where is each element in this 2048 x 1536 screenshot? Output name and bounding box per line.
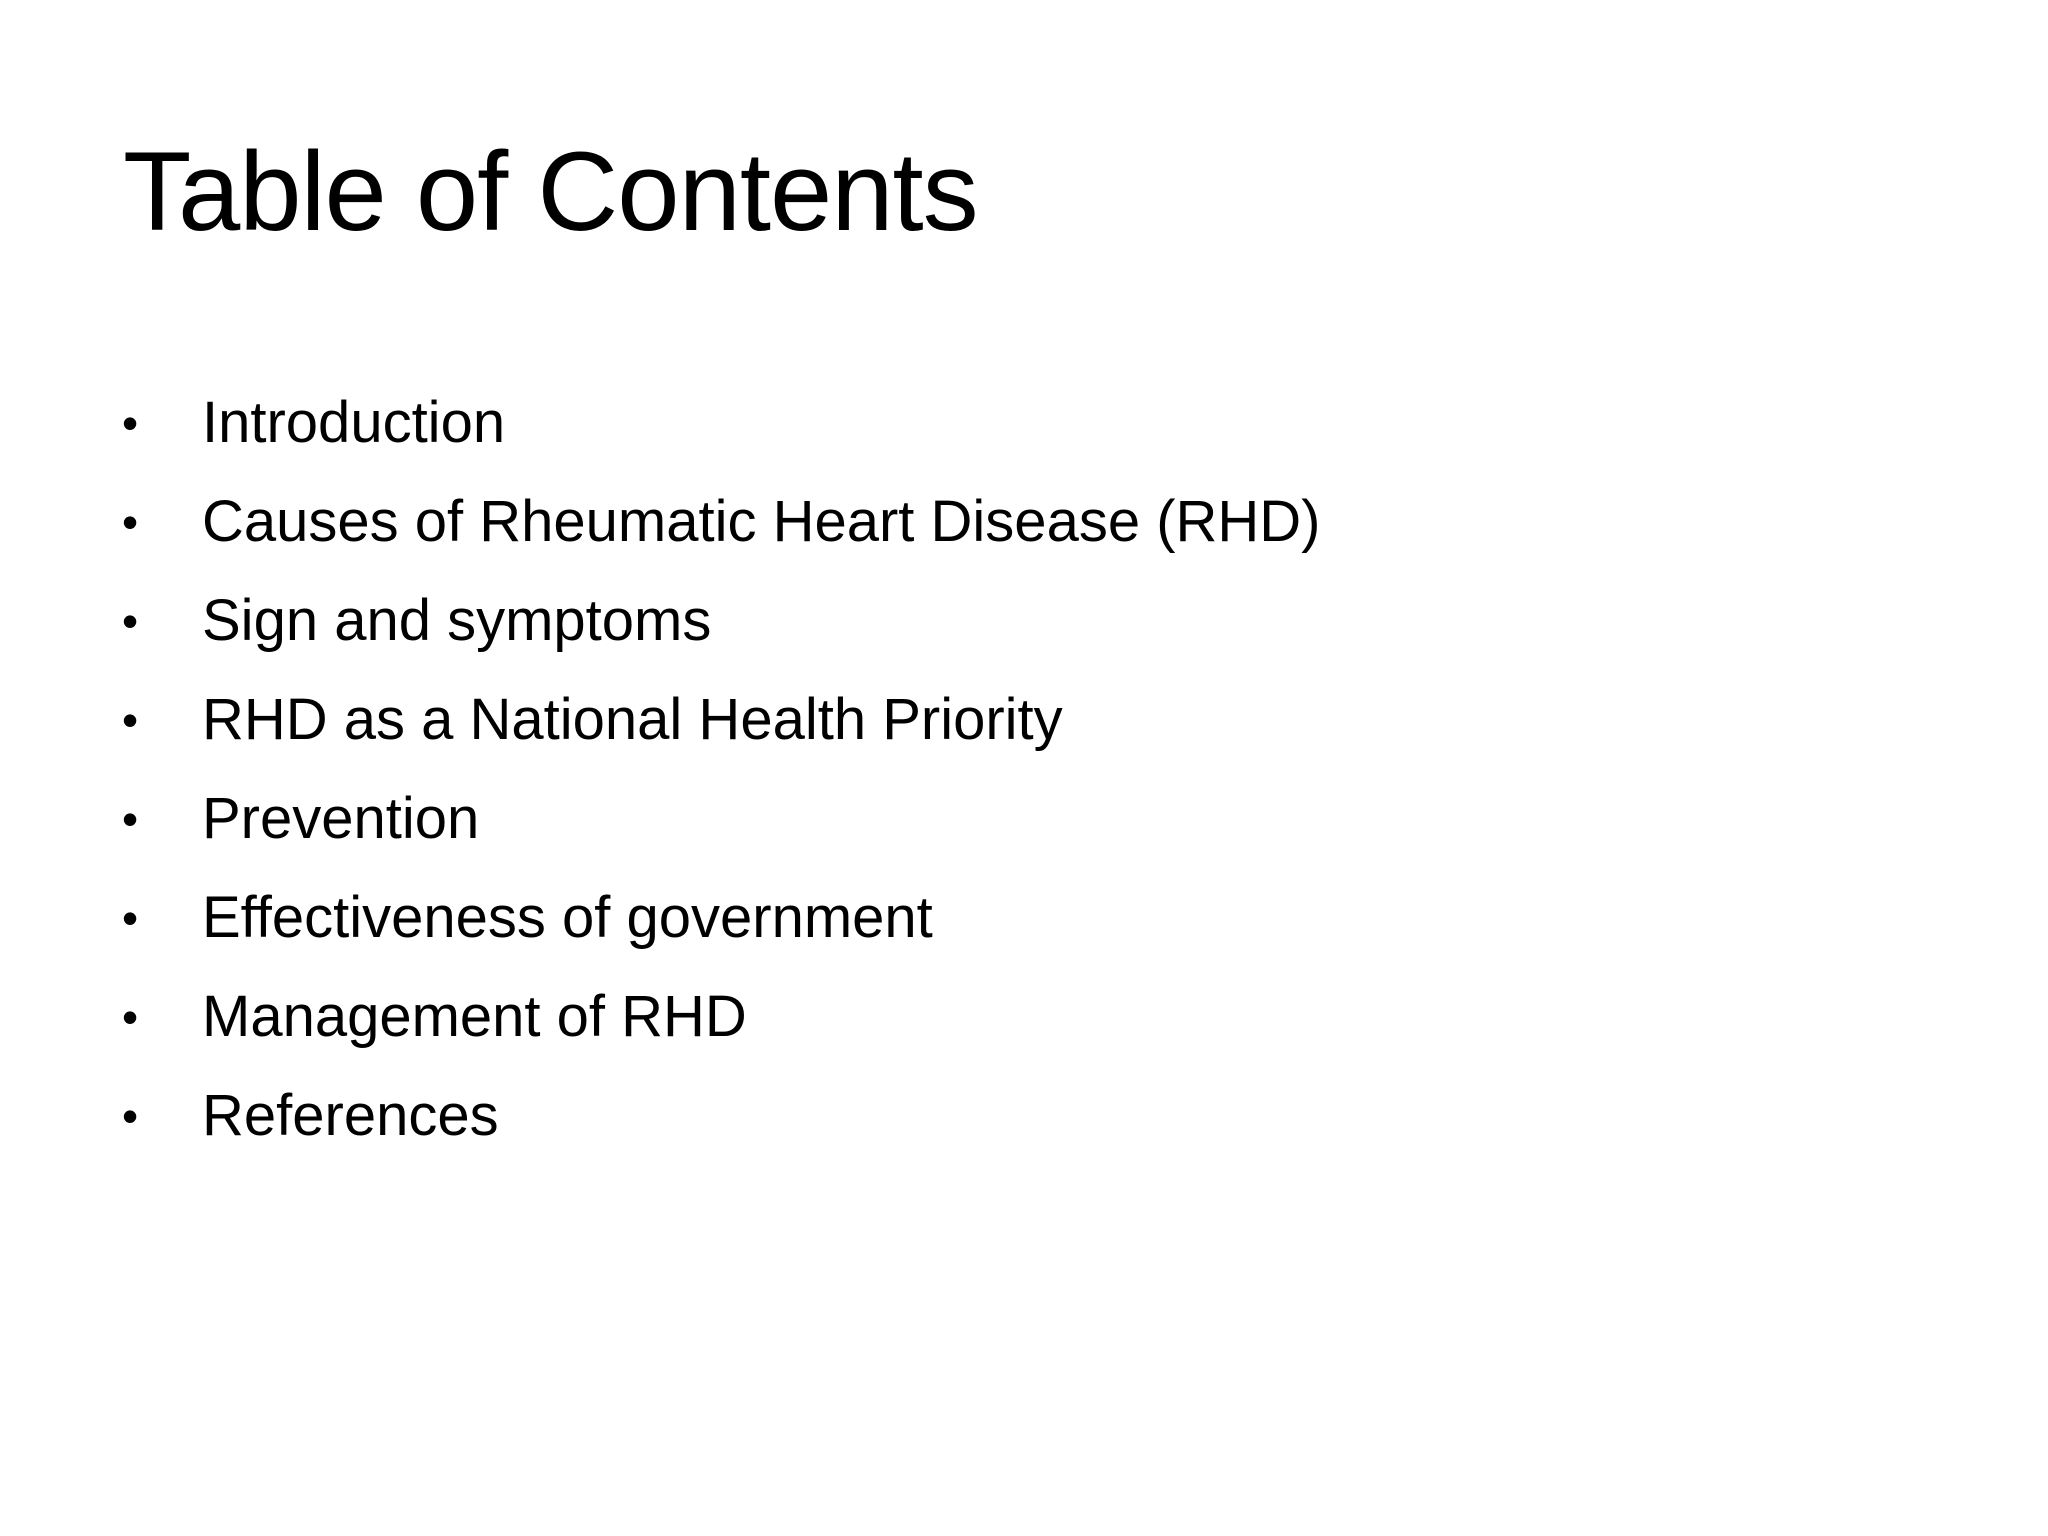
- toc-list: [122, 373, 1320, 1165]
- toc-item-label: Introduction: [202, 389, 506, 455]
- toc-item-management: [122, 967, 1320, 1066]
- bullet-icon: •: [122, 594, 139, 647]
- bullet-icon: •: [122, 792, 139, 845]
- bullet-icon: •: [122, 495, 139, 548]
- slide-title: Table of Contents: [123, 129, 978, 254]
- toc-item-label: RHD as a National Health Priority: [202, 686, 1063, 752]
- toc-item-label: Management of RHD: [202, 983, 747, 1049]
- toc-item-sign-and-symptoms: [122, 571, 1320, 670]
- toc-item-label: Sign and symptoms: [202, 587, 712, 653]
- bullet-icon: •: [122, 396, 139, 449]
- toc-item-causes: [122, 472, 1320, 571]
- bullet-icon: •: [122, 891, 139, 944]
- bullet-icon: •: [122, 693, 139, 746]
- toc-item-introduction: [122, 373, 1320, 472]
- toc-item-label: References: [202, 1082, 499, 1148]
- toc-item-label: Causes of Rheumatic Heart Disease (RHD): [202, 488, 1321, 554]
- toc-item-prevention: [122, 769, 1320, 868]
- bullet-icon: •: [122, 1089, 139, 1142]
- toc-item-effectiveness: [122, 868, 1320, 967]
- toc-item-national-health-priority: [122, 670, 1320, 769]
- toc-item-label: Effectiveness of government: [202, 884, 933, 950]
- bullet-icon: •: [122, 990, 139, 1043]
- toc-item-references: [122, 1066, 1320, 1165]
- toc-item-label: Prevention: [202, 785, 480, 851]
